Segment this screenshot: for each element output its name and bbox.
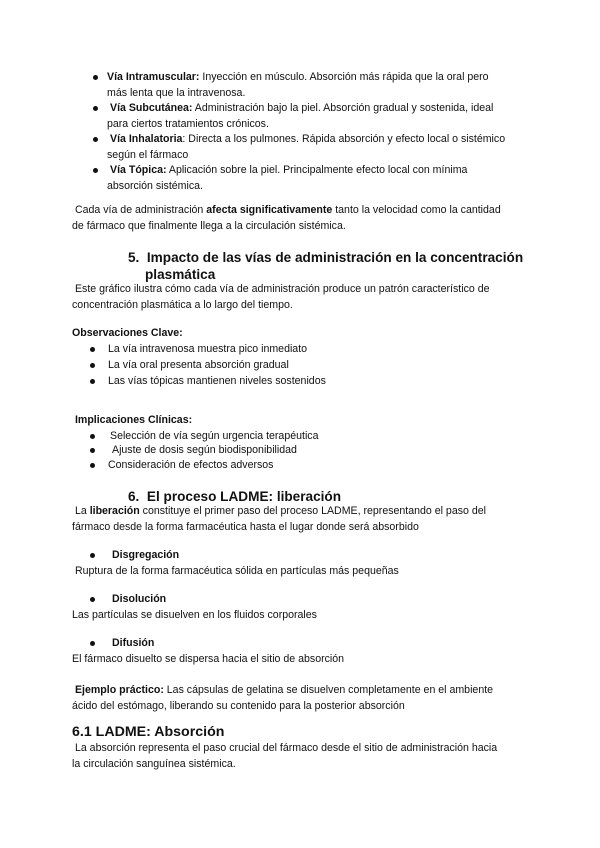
route-item: [72, 132, 542, 163]
step-desc: Ruptura de la forma farmacéutica sólida en partículas más pequeñas: [74, 565, 399, 577]
route-text: Administración bajo la piel. Absorción gradual y sostenida, ideal: [192, 102, 494, 114]
route-item: [72, 163, 542, 194]
list-item: [72, 429, 542, 444]
ladme-step: [72, 636, 542, 668]
ladme-step: [72, 548, 542, 580]
example-line2: ácido del estómago, liberando su contenido para la posterior absorción: [72, 699, 405, 712]
route-text: : Directa a los pulmones. Rápida absorción y efecto local o sistémico: [182, 133, 506, 145]
para-line2: la circulación sanguínea sistémica.: [72, 757, 236, 770]
observations-heading: Observaciones Clave:: [72, 327, 183, 339]
routes-list: [72, 70, 542, 194]
route-cont: más lenta que la intravenosa.: [107, 86, 246, 99]
para-line1: La absorción representa el paso crucial del fármaco desde el sitio de administración hacia: [74, 742, 498, 754]
section-6-heading: [128, 488, 548, 505]
route-text: Aplicación sobre la piel. Principalmente efecto local con mínima: [166, 164, 468, 176]
summary-post: tanto la velocidad como la cantidad: [332, 204, 501, 216]
bullet-icon: [93, 75, 98, 80]
route-name: Vía Inhalatoria: [110, 133, 183, 145]
bullet-icon: [90, 347, 95, 352]
list-item-text: Selección de vía según urgencia terapéutica: [110, 429, 319, 442]
bullet-icon: [93, 106, 98, 111]
list-item-text: La vía intravenosa muestra pico inmediato: [108, 342, 308, 355]
section-number: 6.: [128, 489, 140, 504]
summary-line2: de fármaco que finalmente llega a la circulación sistémica.: [72, 219, 346, 232]
implications-block: [72, 413, 542, 472]
bullet-icon: [90, 641, 95, 646]
route-name: Vía Intramuscular:: [107, 71, 200, 83]
intro-pre: La: [74, 505, 90, 517]
observations-block: [72, 326, 542, 390]
step-desc: Las partículas se disuelven en los fluidos corporales: [72, 609, 317, 621]
ladme-step: [72, 592, 542, 624]
section-title-line2: plasmática: [145, 267, 216, 282]
list-item-text: Ajuste de dosis según biodisponibilidad: [112, 444, 297, 456]
bullet-icon: [90, 597, 95, 602]
bullet-icon: [93, 168, 98, 173]
list-item: [72, 374, 542, 390]
intro-line2: concentración plasmática a lo largo del tiempo.: [72, 298, 293, 311]
list-item: [72, 342, 542, 358]
step-desc: El fármaco disuelto se dispersa hacia el sitio de absorción: [72, 653, 345, 665]
list-item-text: Las vías tópicas mantienen niveles sostenidos: [108, 374, 326, 387]
route-cont: absorción sistémica.: [107, 179, 203, 192]
section-number: 5.: [128, 250, 140, 265]
section-title-line1: Impacto de las vías de administración en la concentración: [146, 250, 524, 265]
list-item: [72, 443, 542, 458]
list-item-text: Consideración de efectos adversos: [108, 458, 274, 471]
summary-paragraph: [72, 203, 542, 234]
example-paragraph: [72, 683, 542, 714]
section-5-intro: [72, 282, 542, 313]
bullet-icon: [93, 137, 98, 142]
route-name: Vía Subcutánea:: [110, 102, 193, 114]
list-item: [72, 458, 542, 473]
intro-bold: liberación: [89, 505, 140, 517]
list-item: [72, 358, 542, 374]
intro-post: constituye el primer paso del proceso LADME, representando el paso del: [139, 505, 486, 517]
intro-line2: fármaco desde la forma farmacéutica hasta el lugar donde será absorbido: [72, 520, 419, 533]
section-6-1-heading: 6.1 LADME: Absorción: [72, 724, 225, 740]
step-title: Difusión: [112, 637, 155, 649]
step-title: Disgregación: [112, 549, 180, 561]
intro-line1: Este gráfico ilustra cómo cada vía de administración produce un patrón característico de: [74, 283, 490, 295]
route-text: Inyección en músculo. Absorción más rápida que la oral pero: [199, 71, 489, 83]
route-cont: para ciertos tratamientos crónicos.: [107, 117, 269, 130]
route-name: Vía Tópica:: [110, 164, 167, 176]
bullet-icon: [90, 379, 95, 384]
bullet-icon: [90, 363, 95, 368]
section-6-intro: [72, 504, 542, 535]
step-title: Disolución: [112, 593, 167, 605]
section-5-heading: [128, 249, 548, 283]
route-cont: según el fármaco: [107, 148, 189, 161]
bullet-icon: [90, 463, 95, 468]
example-label: Ejemplo práctico:: [74, 684, 164, 696]
implications-heading: Implicaciones Clínicas:: [74, 414, 193, 426]
summary-pre: Cada vía de administración: [74, 204, 207, 216]
list-item-text: La vía oral presenta absorción gradual: [108, 358, 289, 371]
bullet-icon: [90, 434, 95, 439]
example-text: Las cápsulas de gelatina se disuelven completamente en el ambiente: [163, 684, 494, 696]
route-item: [72, 101, 542, 132]
section-6-1-paragraph: [72, 741, 542, 772]
summary-bold: afecta significativamente: [206, 204, 333, 216]
route-item: [72, 70, 542, 101]
bullet-icon: [90, 448, 95, 453]
bullet-icon: [90, 553, 95, 558]
section-title: El proceso LADME: liberación: [146, 489, 342, 504]
